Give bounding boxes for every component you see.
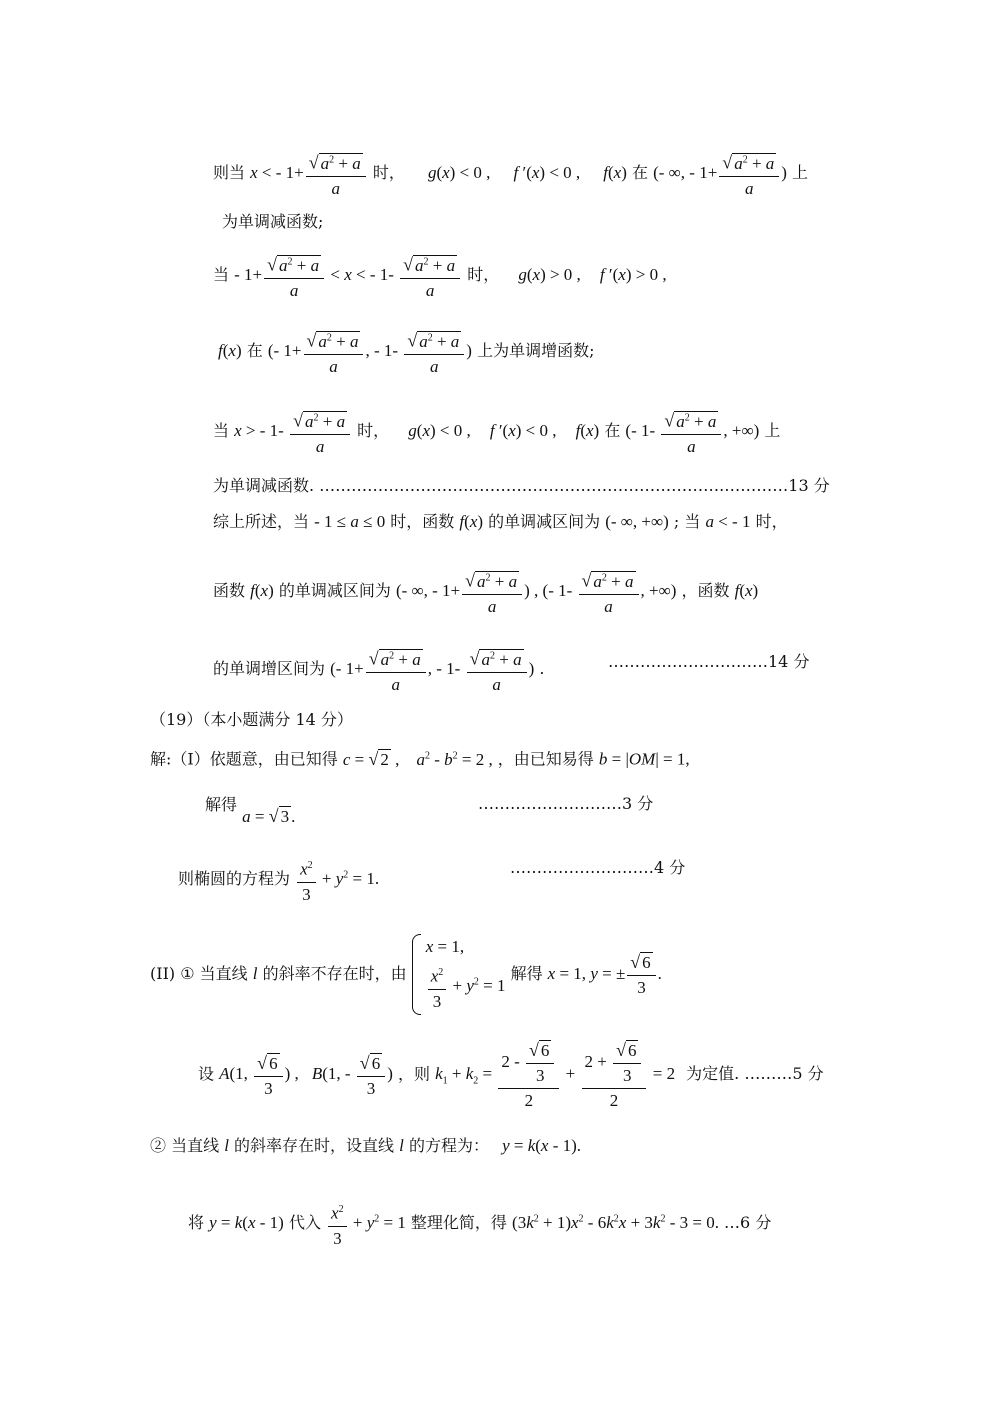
math: (- ∞, - 1+ $\frac{√ a^2 + a}{a}$ ) , (- 1- $\frac{√ a^2 + a}{a}$ , +∞) [396,581,676,600]
text: ，由已知易得 [497,749,594,769]
q19-header: （19）（本小题满分 14 分） [150,710,353,729]
text: 当 [213,265,230,285]
math: - 1+ $\frac{√ a^2 + a}{a}$ < x < - 1- $\frac{√ a^2 + a}{a}$ [234,265,462,284]
text: 设 [198,1064,215,1084]
math: f ′(x) < 0 , [513,163,581,183]
line-5 [213,408,780,457]
text: 上 [792,163,809,183]
math: x = 1, y = ± $\frac{√ 6}{3}$ . [547,951,662,997]
text: 在 [631,163,648,183]
text: 代入 [288,1213,321,1233]
math: (- 1- $\frac{√ a^2 + a}{a}$ , +∞) [625,421,759,440]
q19-line-1 [150,746,690,770]
equation-system: x = 1, $\frac{x^2}{3}$ + $y^2 = 1$ [412,934,506,1015]
line-7 [213,512,788,532]
math: x < - 1+ $\frac{√ a^2 + a}{a}$ [250,163,368,182]
text: . [539,659,545,679]
math: g(x) < 0 , [408,421,471,441]
score-4: ………………………4 分 [510,858,686,877]
text: 上为单调增函数; [477,341,595,361]
math: x > - 1- $\frac{√ a^2 + a}{a}$ [234,421,352,440]
text: 则椭圆的方程为 [178,869,291,889]
math: (- 1+ $\frac{√ a^2 + a}{a}$ , - 1- $\frac{√ a^2 + a}{a}$ ) [330,659,534,678]
q19-line-2 [205,794,296,826]
math: b = |OM| = 1, [598,749,690,769]
math: a = √ 3 . [242,806,296,826]
math: f(x) [459,512,484,531]
text: 解:（Ⅰ）依题意，由已知得 [150,749,338,769]
line-8 [213,568,758,617]
text: 时，函数 [390,512,455,531]
math: l [252,963,258,983]
q19-line-5 [198,1040,824,1111]
math: B(1, - $\frac{√ 6}{3}$ ) [311,1052,393,1098]
math: A(1, $\frac{√ 6}{3}$ ) , [219,1052,299,1098]
math: a < - 1 [705,512,751,531]
text: 在 [604,421,621,441]
math: f(x) [603,163,627,183]
text: 综上所述，当 [213,512,310,531]
math: - 1 ≤ a ≤ 0 [314,512,386,531]
text: 在 [246,341,263,361]
math: l [399,1136,404,1155]
math: f ′(x) < 0 , [489,421,557,441]
math: g(x) > 0 , [518,265,581,285]
math: $k_1 + k_2$ = 2 - $\frac{√ 6}{3}$ 2 + 2 + $\frac{√ 6}{3}$ 2 = 2 [435,1040,676,1110]
math: f(x) [575,421,600,441]
math: $a^2 - b^2 = 2$ , [416,749,493,769]
math: $(3k^2 + 1)x^2 - 6k^2x + 3k^2 - 3 = 0$. [512,1213,719,1233]
text: ，函数 [681,581,730,601]
text: ② 当直线 [150,1136,220,1155]
text: (II) ① 当直线 [150,963,248,983]
math: $\frac{x^2}{3}$ + $y^2 = 1$. [295,869,379,888]
text: 的斜率存在时，设直线 [234,1136,395,1155]
text: 整理化简，得 [410,1213,507,1233]
text: 上 [764,421,781,441]
text: 的单调增区间为 [213,659,326,679]
math: (- 1+ $\frac{√ a^2 + a}{a}$ , - 1- $\frac{√ a^2 + a}{a}$ ) [268,341,472,360]
text: 则当 [213,163,246,183]
text: 当 [213,421,230,441]
text: 的方程为： [408,1136,489,1155]
math: f(x) [250,581,274,601]
line-1 [213,150,808,199]
text: 解得 [510,963,543,983]
q19-line-6 [150,1136,581,1156]
math: f(x) [218,341,242,361]
text: ; 当 [673,512,701,531]
text: 为定值. ………5 分 [686,1064,824,1084]
math: l [224,1136,229,1155]
text: 函数 [213,581,246,601]
math: f(x) [734,581,759,601]
math: (- ∞, +∞) [605,512,669,531]
text: 将 [188,1213,205,1233]
math: (- ∞, - 1+ $\frac{√ a^2 + a}{a}$ ) [653,163,787,182]
text: 解得 [205,795,238,814]
line-4 [218,328,594,377]
text: 的单调减区间为 [488,512,601,531]
math: g(x) < 0 , [427,163,491,183]
math: c = √ 2 , [342,748,400,769]
q19-line-7 [188,1200,771,1249]
line-3 [213,252,667,301]
text: 的单调减区间为 [278,581,391,601]
text: 时， [372,163,405,183]
math: $\frac{x^2}{3}$ + $y^2 = 1$ [326,1213,406,1232]
text: 时， [755,512,788,531]
q19-line-4 [150,934,662,1015]
math: y = k(x - 1). [502,1136,582,1155]
score-3: ………………………3 分 [478,794,654,813]
q19-line-3 [178,856,379,905]
math: y = k(x - 1) [209,1213,284,1233]
line-9 [213,646,544,695]
text: 的斜率不存在时，由 [262,963,407,983]
score-14: …………………………14 分 [608,652,810,671]
math: f ′(x) > 0 , [599,265,667,285]
text: …6 分 [724,1213,772,1233]
line-6: 为单调减函数. ………………………………………………………………….…………13 分 [213,476,830,495]
text: 时， [467,265,500,285]
line-2: 为单调减函数; [222,212,324,231]
text: 时， [357,421,390,441]
text: ，则 [397,1064,430,1084]
